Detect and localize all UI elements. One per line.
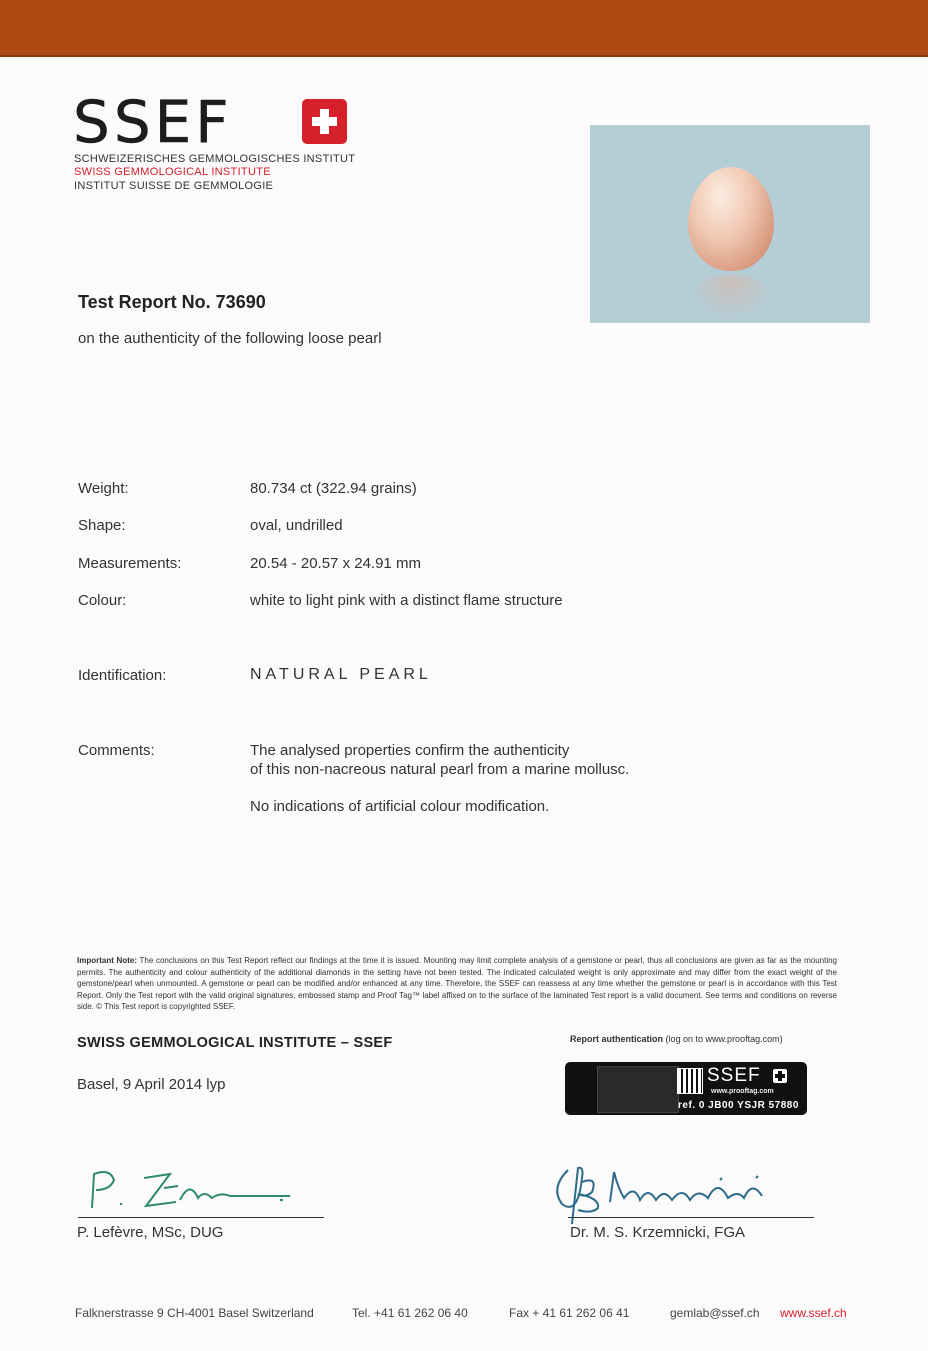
report-title: Test Report No. 73690 (78, 292, 266, 312)
footer-email[interactable]: gemlab@ssef.ch (670, 1306, 760, 1320)
important-note-text: The conclusions on this Test Report reflect our findings at the time it is issued. Mounting may limit complete analysis of a gemstone or pearl, thus all conclusions are given as far as the mounting permits. The authenticity and colour authenticity of the additional diamonds in the setting have not been tested. The indicated calculated weight is only approximate and may differ from the exact weight of the gemstone/pearl when unmounted. A gemstone or pearl can be modified and/or enhanced at any time. Therefore, the SSEF can reassess at any time whether the gemstone or pearl is in accordance with this Test Report. Only the Test report with the valid original signatures, embossed stamp and Proof Tag™ label affixed on to the surface of the laminated Test report is a valid document. See terms and conditions on reverse side. © This Test report is copyrighted SSEF. (77, 956, 837, 1012)
pearl-reflection (690, 275, 772, 319)
logo-line-french: INSTITUT SUISSE DE GEMMOLOGIE (74, 180, 274, 192)
top-color-bar (0, 0, 928, 57)
qr-code-icon (677, 1068, 703, 1094)
footer-fax: Fax + 41 61 262 06 41 (509, 1306, 630, 1320)
right-signature-line (568, 1217, 814, 1218)
prooftag-cross-icon (773, 1069, 787, 1083)
colour-value: white to light pink with a distinct flame structure (250, 592, 563, 609)
weight-label: Weight: (78, 480, 129, 497)
comments-label: Comments: (78, 742, 155, 759)
identification-value: NATURAL PEARL (250, 666, 432, 683)
measurements-label: Measurements: (78, 555, 182, 572)
footer-website[interactable]: www.ssef.ch (780, 1306, 847, 1320)
important-note-label: Important Note: (77, 956, 137, 965)
place-date: Basel, 9 April 2014 lyp (77, 1076, 226, 1093)
measurements-value: 20.54 - 20.57 x 24.91 mm (250, 555, 421, 572)
pearl-image (688, 167, 774, 271)
footer-tel: Tel. +41 61 262 06 40 (352, 1306, 468, 1320)
pearl-photo (590, 125, 870, 323)
shape-label: Shape: (78, 517, 126, 534)
institute-name: SWISS GEMMOLOGICAL INSTITUTE – SSEF (77, 1035, 393, 1051)
left-signature-line (78, 1217, 324, 1218)
comments-line-3: No indications of artificial colour modification. (250, 798, 550, 815)
colour-label: Colour: (78, 592, 127, 609)
auth-label: Report authentication (570, 1034, 664, 1044)
logo-wordmark: SSEF (73, 88, 233, 156)
comments-line-1: The analysed properties confirm the authenticity (250, 742, 570, 759)
logo-line-german: SCHWEIZERISCHES GEMMOLOGISCHES INSTITUT (74, 153, 356, 165)
prooftag-ref: ref. 0 JB00 YSJR 57880 (678, 1100, 799, 1111)
footer-address: Falknerstrasse 9 CH-4001 Basel Switzerland (75, 1306, 314, 1320)
prooftag-logo: SSEF (707, 1065, 761, 1086)
report-authentication-heading (570, 1034, 783, 1044)
prooftag-bubble-seal (597, 1066, 679, 1113)
report-subtitle: on the authenticity of the following loose pearl (78, 330, 382, 347)
ssef-logo (73, 88, 363, 192)
right-signatory-name: Dr. M. S. Krzemnicki, FGA (570, 1224, 746, 1241)
identification-label: Identification: (78, 667, 167, 684)
prooftag-label (565, 1062, 807, 1115)
left-signatory-name: P. Lefèvre, MSc, DUG (77, 1224, 224, 1241)
auth-hint: (log on to www.prooftag.com) (665, 1034, 783, 1044)
left-signature (80, 1160, 310, 1220)
prooftag-url: www.prooftag.com (711, 1088, 774, 1095)
comments-line-2: of this non-nacreous natural pearl from a marine mollusc. (250, 761, 630, 778)
logo-line-english: SWISS GEMMOLOGICAL INSTITUTE (74, 166, 271, 178)
important-note (77, 955, 837, 1013)
shape-value: oval, undrilled (250, 517, 343, 534)
swiss-cross-icon (302, 99, 347, 144)
weight-value: 80.734 ct (322.94 grains) (250, 480, 417, 497)
